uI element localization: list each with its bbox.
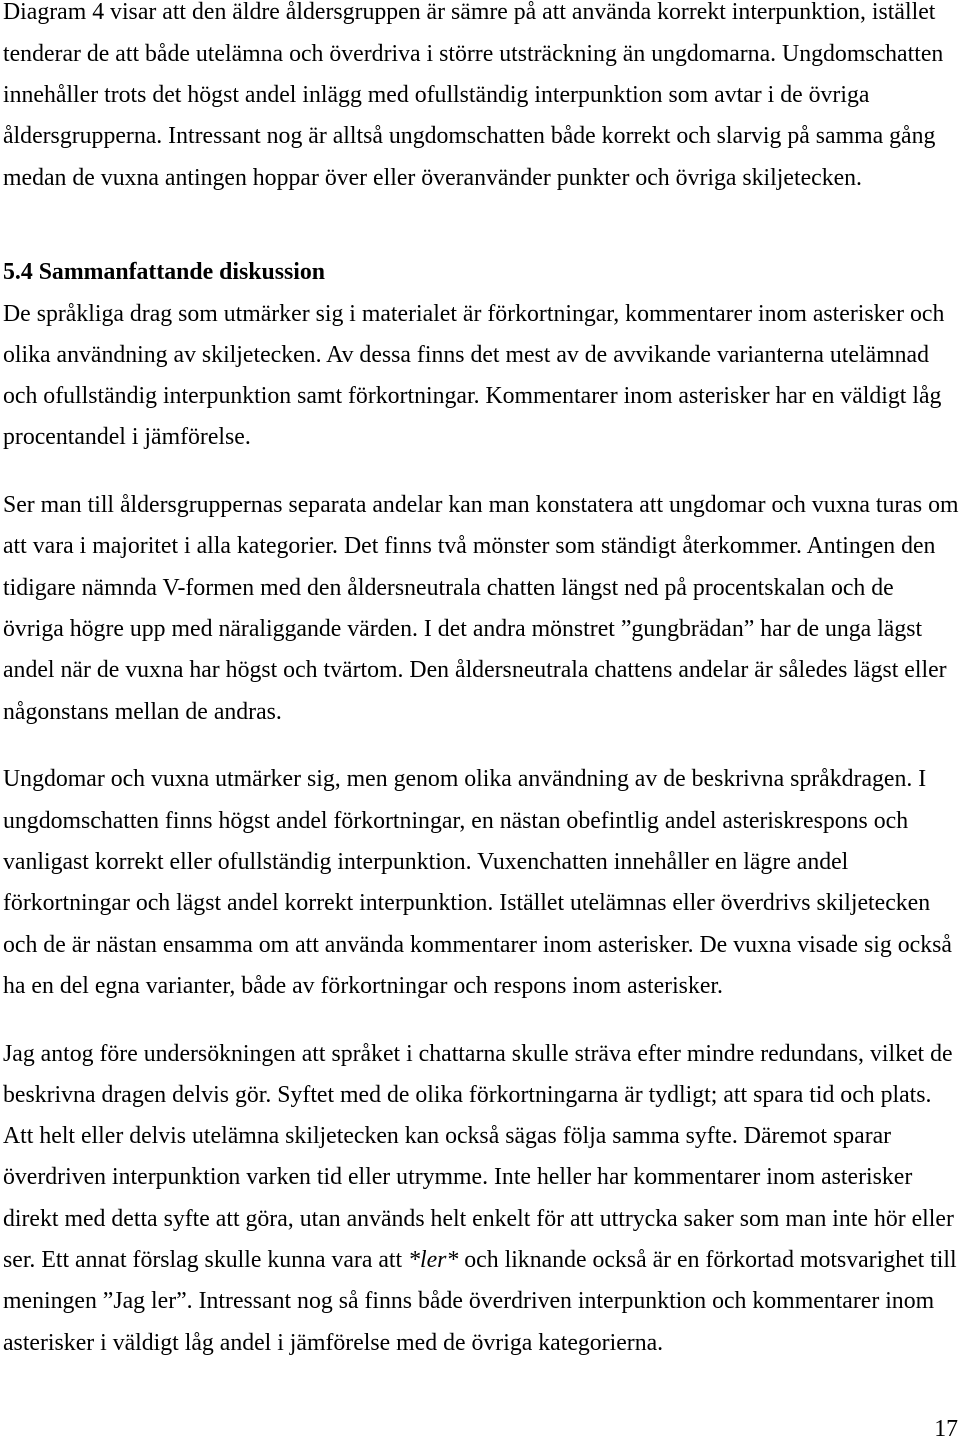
text-run: ser. Ett annat förslag skulle kunna vara att <box>3 1247 409 1273</box>
body-paragraph <box>3 759 960 1007</box>
text-line: Jag antog före undersökningen att språket i chattarna skulle sträva efter mindre redundans, vilket de <box>3 1040 953 1067</box>
text-line: tenderar de att både utelämna och överdriva i större utsträckning än ungdomarna. Ungdomschatten <box>3 40 944 67</box>
body-paragraph <box>3 485 960 733</box>
text-line: meningen ”Jag ler”. Intressant nog så finns både överdriven interpunktion och kommentarer inom <box>3 1288 935 1315</box>
text-line: Ser man till åldersgruppernas separata andelar kan man konstatera att ungdomar och vuxna turas om <box>3 492 959 519</box>
text-line: innehåller trots det högst andel inlägg med ofullständig interpunktion som avtar i de övriga <box>3 81 870 108</box>
text-line: olika användning av skiljetecken. Av dessa finns det mest av de avvikande varianterna utelämnad <box>3 341 930 368</box>
text-line: och de är nästan ensamma om att använda kommentarer inom asterisker. De vuxna visade sig också <box>3 931 952 958</box>
body-paragraph <box>3 1034 960 1364</box>
text-line: Att helt eller delvis utelämna skiljetecken kan också sägas följa samma syfte. Däremot sparar <box>3 1123 892 1150</box>
text-line: De språkliga drag som utmärker sig i materialet är förkortningar, kommentarer inom asterisker och <box>3 300 945 327</box>
text-line: att vara i majoritet i alla kategorier. Det finns två mönster som ständigt återkommer. Antingen den <box>3 533 936 560</box>
text-line: procentandel i jämförelse. <box>3 424 251 451</box>
body-paragraph <box>3 294 960 459</box>
body-paragraph <box>3 0 960 199</box>
text-line: direkt med detta syfte att göra, utan används helt enkelt för att uttrycka saker som man inte hör eller <box>3 1205 954 1232</box>
text-line: vanligast korrekt eller ofullständig interpunktion. Vuxenchatten innehåller en lägre andel <box>3 848 849 875</box>
text-line: tidigare nämnda V-formen med den åldersneutrala chatten längst ned på procentskalan och de <box>3 574 894 601</box>
page-number: 17 <box>934 1416 958 1442</box>
emphasis-text: *ler* <box>408 1247 459 1273</box>
section-heading: 5.4 Sammanfattande diskussion <box>3 259 326 286</box>
text-line: asterisker i väldigt låg andel i jämförelse med de övriga kategorierna. <box>3 1329 664 1356</box>
text-line: och ofullständig interpunktion samt förkortningar. Kommentarer inom asterisker har en väldigt låg <box>3 383 942 410</box>
text-line: överdriven interpunktion varken tid eller utrymme. Inte heller har kommentarer inom asterisker <box>3 1164 913 1191</box>
text-line: någonstans mellan de andras. <box>3 698 282 725</box>
text-line <box>3 1240 960 1281</box>
text-line: förkortningar och lägst andel korrekt interpunktion. Istället utelämnas eller överdrivs skiljetecken <box>3 890 931 917</box>
text-line: Ungdomar och vuxna utmärker sig, men genom olika användning av de beskrivna språkdragen. I <box>3 766 927 793</box>
text-line: beskrivna dragen delvis gör. Syftet med de olika förkortningarna är tydligt; att spara tid och plats. <box>3 1081 932 1108</box>
text-line: ha en del egna varianter, både av förkortningar och respons inom asterisker. <box>3 972 723 999</box>
text-run: och liknande också är en förkortad motsvarighet till <box>458 1247 957 1273</box>
text-line: övriga högre upp med näraliggande värden. I det andra mönstret ”gungbrädan” har de unga lägst <box>3 616 923 643</box>
text-line: åldersgrupperna. Intressant nog är alltså ungdomschatten både korrekt och slarvig på samma gång <box>3 123 936 150</box>
text-line: Diagram 4 visar att den äldre åldersgruppen är sämre på att använda korrekt interpunktion, istället <box>3 0 936 26</box>
text-line: andel när de vuxna har högst och tvärtom. Den åldersneutrala chattens andelar är således lägst eller <box>3 657 947 684</box>
text-line: ungdomschatten finns högst andel förkortningar, en nästan obefintlig andel asteriskrespons och <box>3 807 909 834</box>
page-text-body <box>3 0 960 1364</box>
text-line: medan de vuxna antingen hoppar över eller överanvänder punkter och övriga skiljetecken. <box>3 164 863 191</box>
